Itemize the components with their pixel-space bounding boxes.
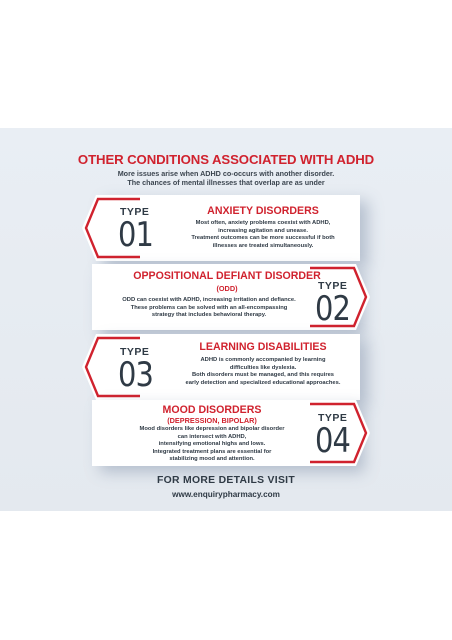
page-subtitle [0,169,452,187]
description-line: difficulties like dyslexia. [229,364,297,371]
condition-description [120,426,304,464]
footer-title: FOR MORE DETAILS VISIT [156,475,296,486]
description-line: ADHD is commonly accompanied by learning [200,357,326,363]
description-line: Integrated treatment plans are essential for [152,448,272,455]
page-title: OTHER CONDITIONS ASSOCIATED WITH ADHD [77,152,375,167]
description-line: intensifying emotional highs and lows. [158,441,266,448]
condition-description [168,220,358,250]
condition-card-mood [92,400,356,466]
type-label: TYPE [318,280,348,292]
condition-description [168,357,358,387]
type-number: 02 [315,289,351,329]
type-number: 01 [118,215,154,255]
description-line: can intersect with ADHD, [177,433,247,440]
type-number: 03 [118,355,154,395]
description-line: illnesses are treated simultaneously. [212,242,314,249]
description-line: Both disorders must be managed, and this requires [191,372,335,379]
description-line: Mood disorders like depression and bipolar disorder [139,426,285,432]
condition-description [114,297,304,320]
description-line: stabilizing mood and attention. [169,456,255,463]
condition-card-anxiety [96,195,360,261]
description-line: Treatment outcomes can be more successful if both [191,235,335,242]
subtitle-line: The chances of mental illnesses that overlap are as under [127,178,325,187]
type-label: TYPE [318,412,348,424]
description-line: Most often, anxiety problems coexist with ADHD, [195,220,331,226]
condition-title: MOOD DISORDERS [162,404,262,416]
condition-card-learning [96,334,360,400]
condition-card-odd [92,264,356,330]
type-number: 04 [315,421,351,461]
subtitle-line: More issues arise when ADHD co-occurs with another disorder. [117,169,335,178]
condition-subtitle: (ODD) [216,284,238,293]
description-line: early detection and specialized educational approaches. [185,379,341,386]
condition-title: LEARNING DISABILITIES [199,341,327,353]
type-label: TYPE [120,346,150,358]
website-link[interactable]: www.enquirypharmacy.com [172,490,280,499]
description-line: ODD can coexist with ADHD, increasing irritation and defiance. [122,297,296,303]
description-line: These problems can be solved with an all-encompassing [130,304,288,311]
condition-subtitle: (DEPRESSION, BIPOLAR) [167,416,257,425]
description-line: strategy that includes behavioral therapy. [151,312,267,319]
condition-title: OPPOSITIONAL DEFIANT DISORDER [133,270,321,282]
condition-title: ANXIETY DISORDERS [207,205,319,217]
type-label: TYPE [120,206,150,218]
infographic [0,128,452,511]
description-line: increasing agitation and unease. [218,227,308,234]
